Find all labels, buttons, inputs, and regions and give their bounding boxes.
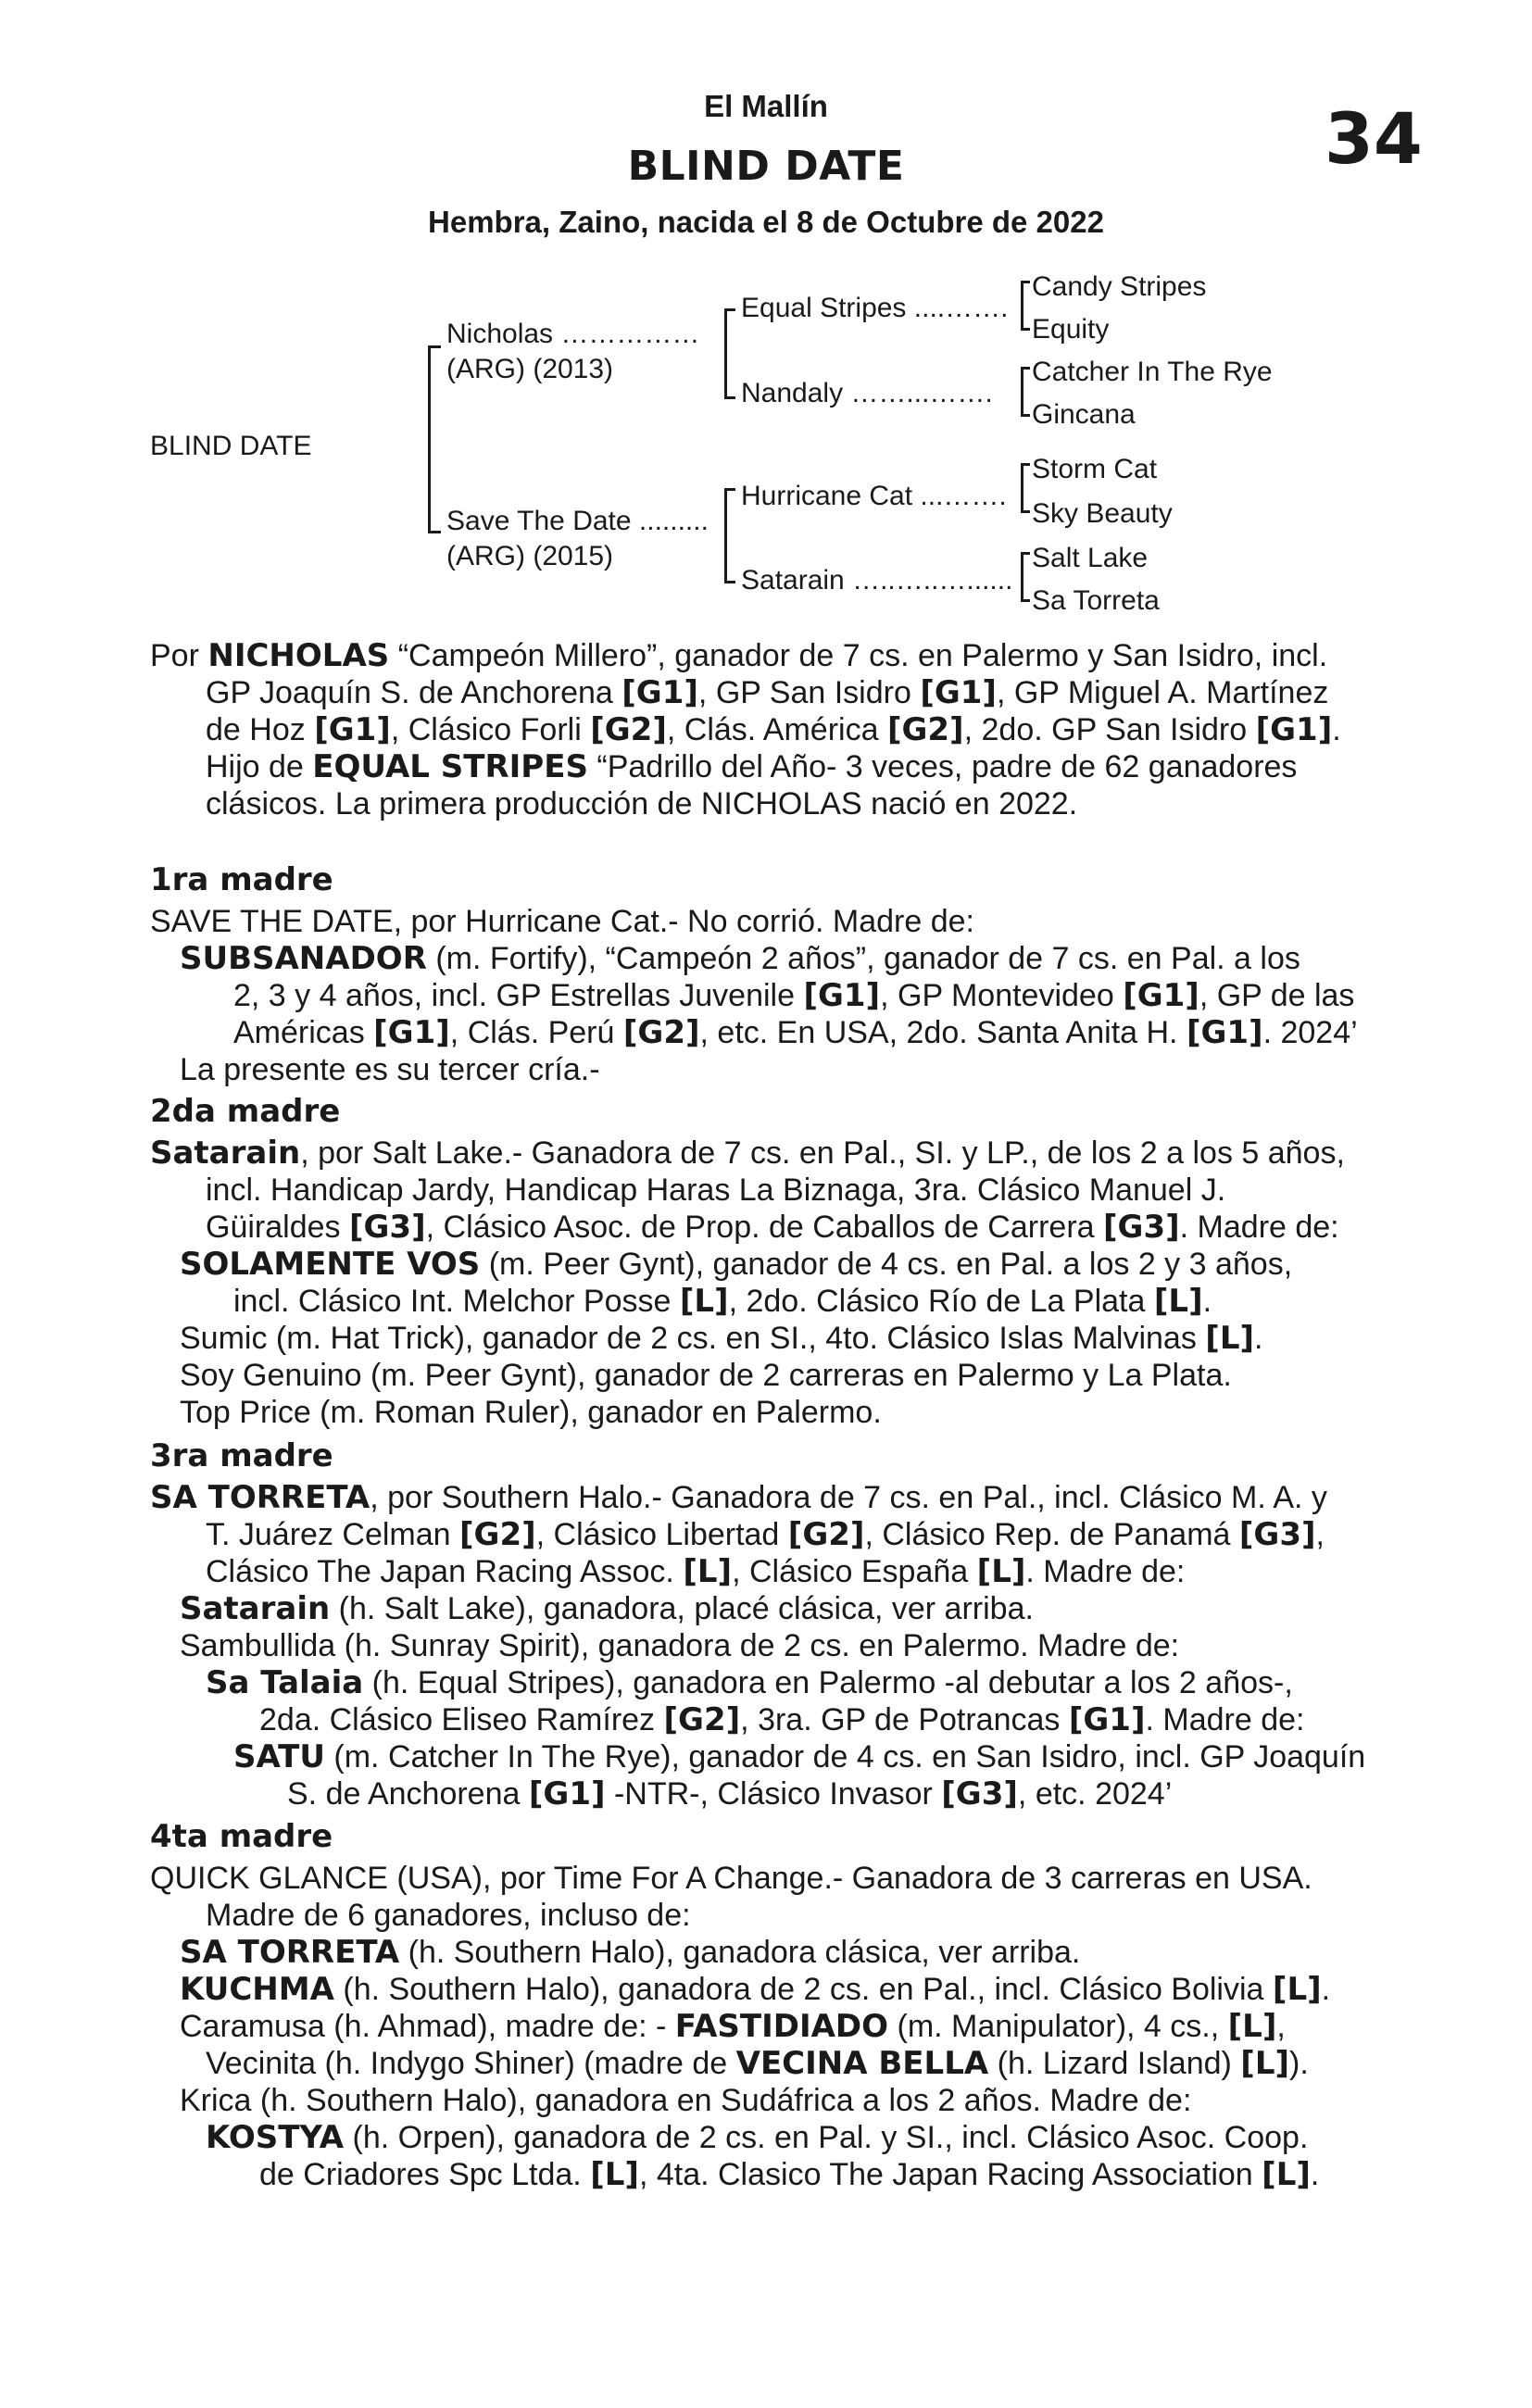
bracket-line: [1021, 552, 1023, 602]
lot-number: 34: [1325, 97, 1423, 180]
text-line: Sumic (m. Hat Trick), ganador de 2 cs. en SI., 4to. Clásico Islas Malvinas [L].: [180, 1320, 1263, 1357]
text-line: SA TORRETA (h. Southern Halo), ganadora clásica, ver arriba.: [180, 1934, 1081, 1971]
dam-dam-dam: Sa Torreta: [1032, 585, 1160, 616]
dam-name: Save The Date .........: [446, 506, 709, 536]
text-line: SOLAMENTE VOS (m. Peer Gynt), ganador de 4 cs. en Pal. a los 2 y 3 años,: [180, 1246, 1293, 1283]
text-line: KOSTYA (h. Orpen), ganadora de 2 cs. en Pal. y SI., incl. Clásico Asoc. Coop.: [206, 2119, 1309, 2156]
text-line: QUICK GLANCE (USA), por Time For A Change.- Ganadora de 3 carreras en USA.: [150, 1861, 1312, 1896]
text-line: Satarain, por Salt Lake.- Ganadora de 7 cs. en Pal., SI. y LP., de los 2 a los 5 años,: [150, 1135, 1345, 1172]
dam-sire-dam: Sky Beauty: [1032, 498, 1173, 529]
bracket-line: [1021, 510, 1030, 513]
pedigree-subject: BLIND DATE: [150, 431, 312, 461]
bracket-line: [1021, 367, 1030, 370]
bracket-line: [724, 396, 735, 399]
bracket-line: [724, 308, 735, 311]
bracket-line: [1021, 281, 1030, 283]
bracket-line: [1021, 463, 1030, 466]
bracket-line: [1021, 328, 1030, 331]
bracket-line: [428, 345, 441, 348]
text-line: incl. Clásico Int. Melchor Posse [L], 2do. Clásico Río de La Plata [L].: [233, 1283, 1212, 1320]
bracket-line: [724, 488, 735, 491]
text-line: Vecinita (h. Indygo Shiner) (madre de VECINA BELLA (h. Lizard Island) [L]).: [206, 2045, 1309, 2082]
sire-dam-sire: Catcher In The Rye: [1032, 357, 1273, 387]
section-heading: 4ta madre: [150, 1818, 333, 1855]
sire-dam: Nandaly ……...…….: [741, 378, 993, 408]
sire-sire-dam: Equity: [1032, 314, 1110, 345]
dam-sire-sire: Storm Cat: [1032, 454, 1158, 484]
bracket-line: [428, 531, 441, 533]
text-line: KUCHMA (h. Southern Halo), ganadora de 2 cs. en Pal., incl. Clásico Bolivia [L].: [180, 1971, 1331, 2008]
sire-origin: (ARG) (2013): [446, 354, 614, 384]
section-heading: 3ra madre: [150, 1437, 333, 1474]
bracket-line: [1021, 367, 1023, 417]
text-line: T. Juárez Celman [G2], Clásico Libertad [G2], Clásico Rep. de Panamá [G3],: [206, 1516, 1325, 1553]
bracket-line: [1021, 463, 1023, 513]
text-line: 2da. Clásico Eliseo Ramírez [G2], 3ra. GP de Potrancas [G1]. Madre de:: [259, 1701, 1305, 1738]
text-line: Clásico The Japan Racing Assoc. [L], Clásico España [L]. Madre de:: [206, 1553, 1186, 1590]
text-line: SAVE THE DATE, por Hurricane Cat.- No corrió. Madre de:: [150, 904, 974, 939]
text-line: S. de Anchorena [G1] -NTR-, Clásico Invasor [G3], etc. 2024’: [287, 1775, 1173, 1812]
text-line: de Criadores Spc Ltda. [L], 4ta. Clasico The Japan Racing Association [L].: [259, 2156, 1320, 2193]
section-heading: 1ra madre: [150, 861, 333, 898]
bracket-line: [428, 345, 431, 533]
sire-sire: Equal Stripes ....…….: [741, 293, 1009, 323]
bracket-line: [1021, 414, 1030, 417]
text-line: Sa Talaia (h. Equal Stripes), ganadora en Palermo -al debutar a los 2 años-,: [206, 1664, 1293, 1701]
bracket-line: [1021, 281, 1023, 331]
horse-description: Hembra, Zaino, nacida el 8 de Octubre de 2022: [428, 205, 1104, 239]
bracket-line: [1021, 599, 1030, 602]
text-line: La presente es su tercer cría.-: [180, 1052, 600, 1087]
text-line: incl. Handicap Jardy, Handicap Haras La Biznaga, 3ra. Clásico Manuel J.: [206, 1173, 1226, 1208]
sire-sire-sire: Candy Stripes: [1032, 271, 1207, 302]
section-heading: 2da madre: [150, 1093, 341, 1130]
text-line: SUBSANADOR (m. Fortify), “Campeón 2 años”, ganador de 7 cs. en Pal. a los: [180, 940, 1300, 977]
text-line: Caramusa (h. Ahmad), madre de: - FASTIDIADO (m. Manipulator), 4 cs., [L],: [180, 2008, 1286, 2045]
text-line: Por NICHOLAS “Campeón Millero”, ganador de 7 cs. en Palermo y San Isidro, incl.: [150, 637, 1328, 674]
text-line: de Hoz [G1], Clásico Forli [G2], Clás. América [G2], 2do. GP San Isidro [G1].: [206, 711, 1341, 748]
sire-name: Nicholas ……………: [446, 319, 700, 349]
text-line: Soy Genuino (m. Peer Gynt), ganador de 2 carreras en Palermo y La Plata.: [180, 1358, 1232, 1393]
horse-name: BLIND DATE: [627, 143, 905, 190]
text-line: SATU (m. Catcher In The Rye), ganador de 4 cs. en San Isidro, incl. GP Joaquín: [233, 1738, 1366, 1775]
bracket-line: [724, 581, 735, 583]
text-line: Hijo de EQUAL STRIPES “Padrillo del Año- 3 veces, padre de 62 ganadores: [206, 748, 1298, 785]
text-line: Top Price (m. Roman Ruler), ganador en Palermo.: [180, 1395, 882, 1430]
dam-sire: Hurricane Cat ...…….: [741, 481, 1007, 511]
text-line: Madre de 6 ganadores, incluso de:: [206, 1898, 691, 1933]
sire-dam-dam: Gincana: [1032, 399, 1136, 430]
text-line: Sambullida (h. Sunray Spirit), ganadora de 2 cs. en Palermo. Madre de:: [180, 1628, 1180, 1663]
text-line: Krica (h. Southern Halo), ganadora en Sudáfrica a los 2 años. Madre de:: [180, 2083, 1192, 2118]
bracket-line: [724, 488, 727, 583]
bracket-line: [724, 308, 727, 399]
text-line: 2, 3 y 4 años, incl. GP Estrellas Juvenile [G1], GP Montevideo [G1], GP de las: [233, 977, 1355, 1014]
text-line: Américas [G1], Clás. Perú [G2], etc. En USA, 2do. Santa Anita H. [G1]. 2024’: [233, 1014, 1358, 1051]
text-line: GP Joaquín S. de Anchorena [G1], GP San Isidro [G1], GP Miguel A. Martínez: [206, 674, 1329, 711]
dam-dam: Satarain …..…..…......: [741, 565, 1013, 596]
text-line: Güiraldes [G3], Clásico Asoc. de Prop. de Caballos de Carrera [G3]. Madre de:: [206, 1209, 1339, 1246]
bracket-line: [1021, 552, 1030, 555]
text-line: Satarain (h. Salt Lake), ganadora, placé clásica, ver arriba.: [180, 1590, 1034, 1627]
text-line: clásicos. La primera producción de NICHOLAS nació en 2022.: [206, 786, 1078, 821]
dam-dam-sire: Salt Lake: [1032, 543, 1149, 573]
breeder-name: El Mallín: [704, 89, 828, 123]
text-line: SA TORRETA, por Southern Halo.- Ganadora de 7 cs. en Pal., incl. Clásico M. A. y: [150, 1479, 1327, 1516]
dam-origin: (ARG) (2015): [446, 541, 614, 571]
